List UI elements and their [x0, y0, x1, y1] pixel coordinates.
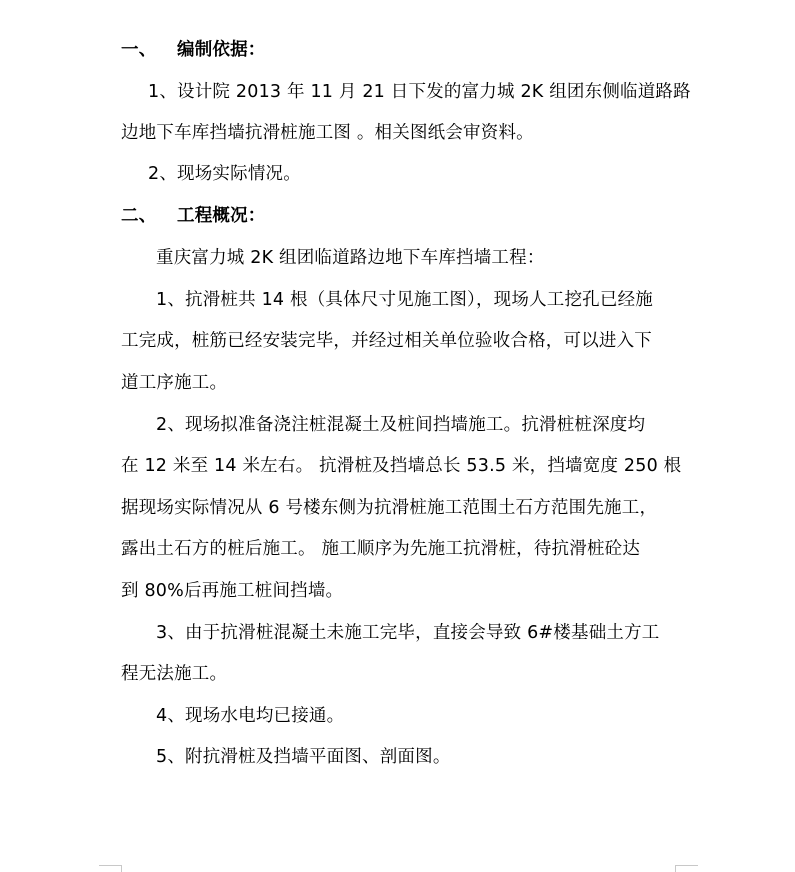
paragraph-line: 在 12 米至 14 米左右。 抗滑桩及挡墙总长 53.5 米，挡墙宽度 250 根: [121, 456, 682, 476]
paragraph-line: 边地下车库挡墙抗滑桩施工图 。相关图纸会审资料。: [121, 123, 534, 143]
section-title: 工程概况：: [177, 206, 266, 226]
section-number: 二、: [121, 206, 157, 226]
paragraph-line: 3、由于抗滑桩混凝土未施工完毕，直接会导致 6#楼基础土方工: [156, 623, 660, 643]
paragraph-line: 2、现场拟准备浇注桩混凝土及桩间挡墙施工。抗滑桩桩深度均: [156, 415, 646, 435]
paragraph-line: 道工序施工。: [121, 373, 228, 393]
paragraph-line: 5、附抗滑桩及挡墙平面图、剖面图。: [156, 747, 451, 767]
paragraph-line: 据现场实际情况从 6 号楼东侧为抗滑桩施工范围土石方范围先施工，: [121, 498, 658, 518]
paragraph-line: 工完成，桩筋已经安装完毕，并经过相关单位验收合格，可以进入下: [121, 331, 652, 351]
paragraph-line: 露出土石方的桩后施工。 施工顺序为先施工抗滑桩，待抗滑桩砼达: [121, 539, 641, 559]
section-title: 编制依据：: [177, 40, 266, 60]
paragraph-line: 1、抗滑桩共 14 根（具体尺寸见施工图），现场人工挖孔已经施: [156, 290, 653, 310]
paragraph-line: 程无法施工。: [121, 664, 228, 684]
paragraph-line: 重庆富力城 2K 组团临道路边地下车库挡墙工程：: [156, 248, 545, 268]
section-heading-overview: [121, 204, 681, 228]
paragraph-line: 4、现场水电均已接通。: [156, 706, 345, 726]
section-heading-basis: [121, 38, 681, 62]
paragraph-line: 2、现场实际情况。: [148, 164, 301, 184]
paragraph-line: 1、设计院 2013 年 11 月 21 日下发的富力城 2K 组团东侧临道路路: [148, 82, 691, 102]
section-number: 一、: [121, 40, 157, 60]
paragraph-line: 到 80%后再施工桩间挡墙。: [121, 581, 344, 601]
